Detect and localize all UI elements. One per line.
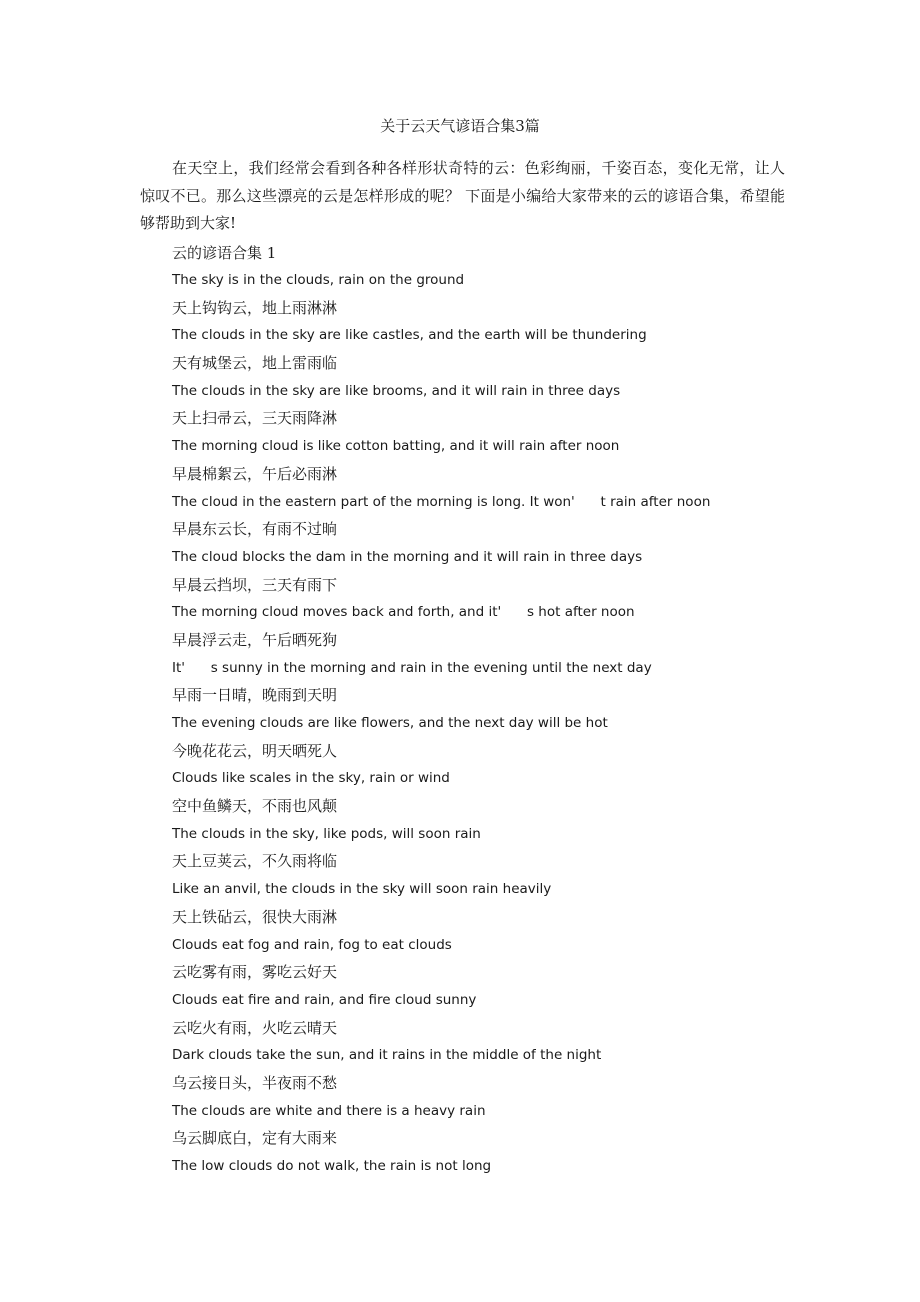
proverb-english-line: The morning cloud is like cotton batting, and it will rain after noon — [172, 438, 620, 455]
proverb-english-line: The cloud in the eastern part of the morning is long. It won' t rain after noon — [172, 493, 711, 510]
proverb-english-line: It' s sunny in the morning and rain in the evening until the next day — [172, 659, 652, 676]
proverb-english-line: Clouds eat fog and rain, fog to eat clouds — [172, 936, 452, 953]
proverb-chinese-line: 空中鱼鳞天，不雨也风颠 — [172, 797, 338, 816]
proverb-chinese-line: 天有城堡云，地上雷雨临 — [172, 354, 338, 373]
proverb-english-line: The clouds are white and there is a heavy rain — [172, 1102, 486, 1119]
proverb-english-line: The cloud blocks the dam in the morning and it will rain in three days — [172, 548, 643, 565]
proverb-english-line: The clouds in the sky are like castles, and the earth will be thundering — [172, 327, 647, 344]
proverb-english-line: Like an anvil, the clouds in the sky will soon rain heavily — [172, 881, 552, 898]
proverb-chinese-line: 天上豆荚云，不久雨将临 — [172, 852, 338, 871]
proverb-english-line: The morning cloud moves back and forth, and it' s hot after noon — [172, 604, 635, 621]
proverb-english-line: The sky is in the clouds, rain on the ground — [172, 272, 465, 288]
section-heading: 云的谚语合集 1 — [172, 244, 277, 262]
proverb-chinese-line: 天上铁砧云，很快大雨淋 — [172, 907, 338, 926]
proverb-english-line: Clouds like scales in the sky, rain or wind — [172, 770, 450, 787]
proverb-chinese-line: 早晨云挡坝，三天有雨下 — [172, 575, 338, 594]
proverb-english-line: Dark clouds take the sun, and it rains in the middle of the night — [172, 1047, 602, 1064]
intro-paragraph: 在天空上，我们经常会看到各种各样形状奇特的云：色彩绚丽，千姿百态，变化无常，让人惊叹不已。那么这些漂亮的云是怎样形成的呢？ 下面是小编给大家带来的云的谚语合集，希望能够帮助到大家! — [140, 159, 785, 232]
proverb-english-line: The evening clouds are like flowers, and the next day will be hot — [172, 715, 608, 731]
document-title: 关于云天气谚语合集3篇 — [380, 117, 540, 135]
proverb-chinese-line: 早晨东云长，有雨不过晌 — [172, 520, 338, 539]
proverb-english-line: Clouds eat fire and rain, and fire cloud sunny — [172, 991, 477, 1008]
proverb-chinese-line: 今晚花花云，明天晒死人 — [172, 741, 338, 760]
proverb-chinese-line: 天上扫帚云，三天雨降淋 — [172, 409, 338, 428]
proverb-chinese-line: 乌云脚底白，定有大雨来 — [172, 1129, 338, 1148]
proverb-chinese-line: 云吃雾有雨，雾吃云好天 — [172, 963, 338, 982]
proverb-english-line: The clouds in the sky are like brooms, and it will rain in three days — [172, 382, 621, 399]
proverb-chinese-line: 早晨浮云走，午后晒死狗 — [172, 630, 338, 649]
proverb-chinese-line: 早晨棉絮云，午后必雨淋 — [172, 464, 338, 483]
proverb-english-line: The low clouds do not walk, the rain is not long — [172, 1158, 492, 1174]
proverb-chinese-line: 早雨一日晴，晚雨到天明 — [172, 686, 338, 705]
proverb-list — [172, 270, 812, 1184]
proverb-chinese-line: 云吃火有雨，火吃云晴天 — [172, 1018, 338, 1037]
proverb-chinese-line: 乌云接日头，半夜雨不愁 — [172, 1073, 338, 1092]
proverb-chinese-line: 天上钩钩云，地上雨淋淋 — [172, 298, 338, 317]
proverb-english-line: The clouds in the sky, like pods, will soon rain — [172, 825, 481, 842]
